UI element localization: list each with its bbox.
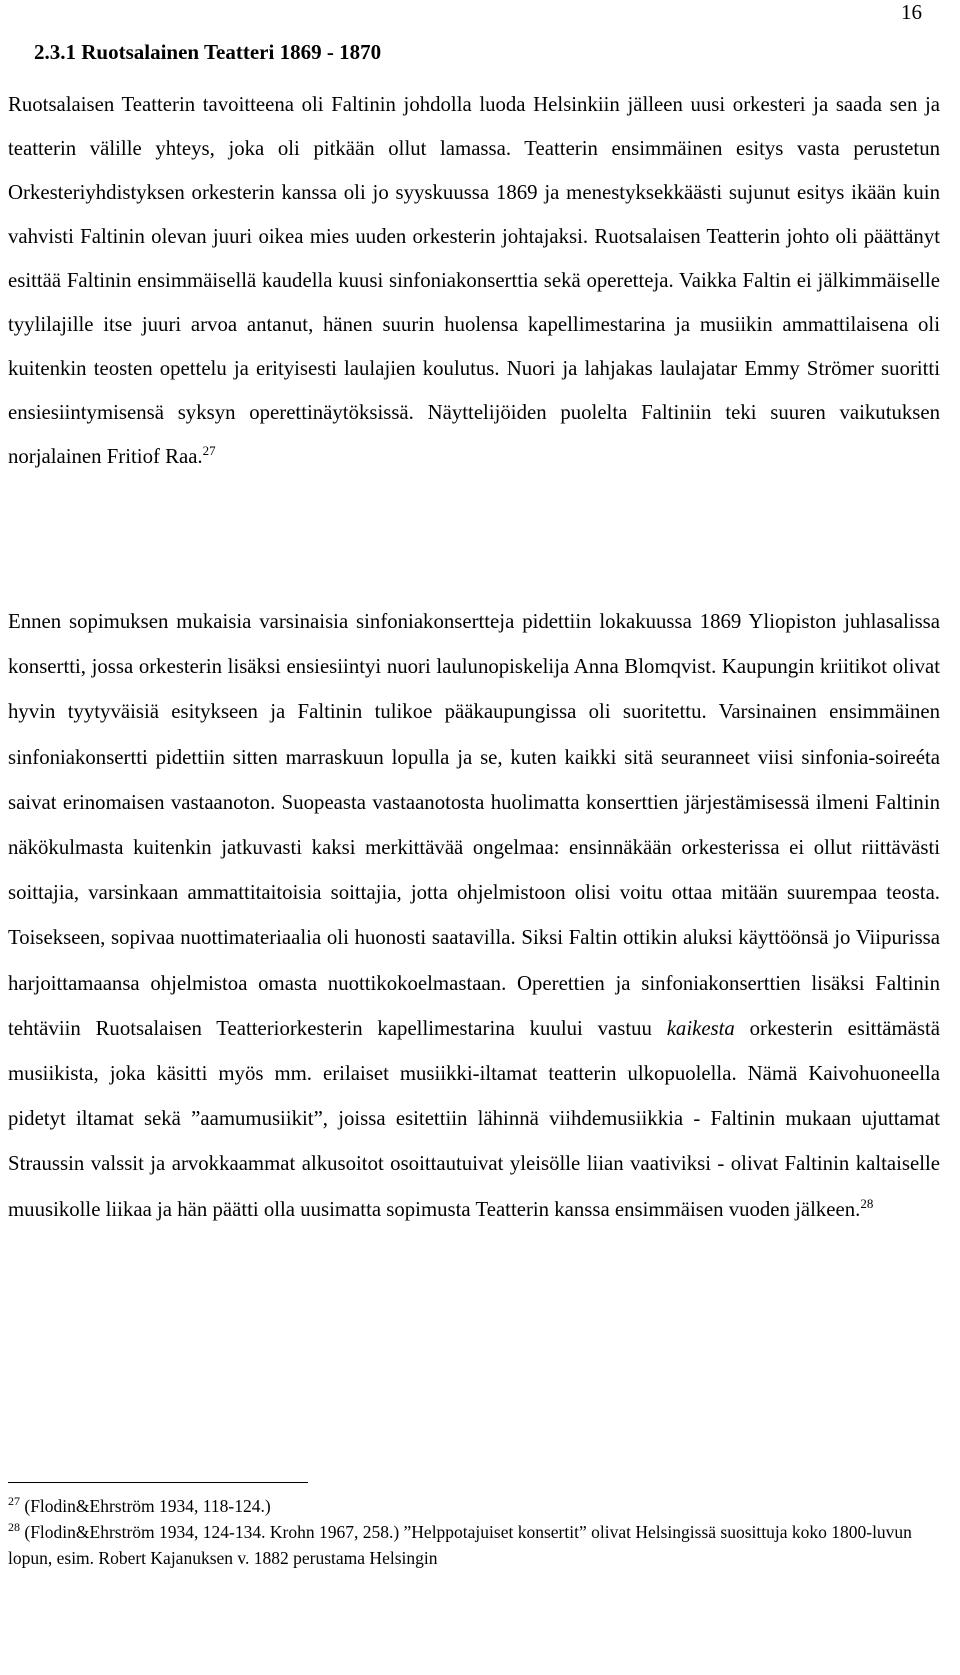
footnote [8, 1519, 948, 1571]
footnote-mark: 28 [8, 1520, 20, 1535]
footnotes [8, 1493, 948, 1571]
emphasized-word: kaikesta [666, 1016, 735, 1040]
body-paragraph [8, 83, 940, 479]
footnote-text: (Flodin&Ehrström 1934, 124-134. Krohn 1967, 258.) ”Helppotajuiset konsertit” olivat Helsingissä suosittuja koko 1800-luvun lopun, esim. Robert Kajanuksen v. 1882 perustama Helsingin [8, 1522, 912, 1568]
body-paragraph [8, 599, 940, 1232]
section-heading: 2.3.1 Ruotsalainen Teatteri 1869 - 1870 [34, 40, 382, 64]
footnote [8, 1493, 948, 1519]
footnote-reference: 28 [860, 1195, 874, 1211]
footnote-text: (Flodin&Ehrström 1934, 118-124.) [24, 1496, 271, 1516]
footnote-reference: 27 [202, 443, 216, 459]
footnote-divider [8, 1482, 308, 1483]
page-number: 16 [901, 0, 922, 24]
footnote-mark: 27 [8, 1494, 20, 1509]
paragraph-text: orkesterin esittämästä musiikista, joka käsitti myös mm. erilaiset musiikki-iltamat teatterin ulkopuolella. Nämä Kaivohuoneella pidetyt iltamat sekä ”aamumusiikit”, joissa esitettiin lähinnä viihdemusiikkia - Faltinin mukaan ujuttamat Straussin valssit ja arvokkaammat alkusoitot osoittautuivat yleisölle liian vaativiksi - olivat Faltinin kaltaiselle muusikolle liikaa ja hän päätti olla uusimatta sopimusta Teatterin kanssa ensimmäisen vuoden jälkeen. [8, 1016, 940, 1221]
paragraph-text: Ennen sopimuksen mukaisia varsinaisia sinfoniakonsertteja pidettiin lokakuussa 1869 Yliopiston juhlasalissa konsertti, jossa orkesterin lisäksi ensiesiintyi nuori laulunopiskelija Anna Blomqvist. Kaupungin kriitikot olivat hyvin tyytyväisiä esitykseen ja Faltinin tulikoe pääkaupungissa oli suoritettu. Varsinainen ensimmäinen sinfoniakonsertti pidettiin sitten marraskuun lopulla ja se, kuten kaikki sitä seuranneet viisi sinfonia-soireéta saivat erinomaisen vastaanoton. Suopeasta vastaanotosta huolimatta konserttien järjestämisessä ilmeni Faltinin näkökulmasta kuitenkin jatkuvasti kaksi merkittävää ongelmaa: ensinnäkään orkesterissa ei ollut riittävästi soittajia, varsinkaan ammattitaitoisia soittajia, jotta ohjelmistoon olisi voitu ottaa mitään suurempaa teosta. Toisekseen, sopivaa nuottimateriaalia oli huonosti saatavilla. Siksi Faltin ottikin aluksi käyttöönsä jo Viipurissa harjoittamaansa ohjelmistoa omasta nuottikokoelmastaan. Operettien ja sinfoniakonserttien lisäksi Faltinin tehtäviin Ruotsalaisen Teatteriorkesterin kapellimestarina kuului vastuu [8, 610, 940, 1040]
paragraph-text: Ruotsalaisen Teatterin tavoitteena oli Faltinin johdolla luoda Helsinkiin jälleen uusi orkesteri ja saada sen ja teatterin välille yhteys, joka oli pitkään ollut lamassa. Teatterin ensimmäinen esitys vasta perustetun Orkesteriyhdistyksen orkesterin kanssa oli jo syyskuussa 1869 ja menestyksekkäästi sujunut esitys ikään kuin vahvisti Faltinin olevan juuri oikea mies uuden orkesterin johtajaksi. Ruotsalaisen Teatterin johto oli päättänyt esittää Faltinin ensimmäisellä kaudella kuusi sinfoniakonserttia sekä operetteja. Vaikka Faltin ei jälkimmäiselle tyylilajille itse juuri arvoa antanut, hänen suurin huolensa kapellimestarina ja musiikin ammattilaisena oli kuitenkin teosten opettelu ja erityisesti laulajien koulutus. Nuori ja lahjakas laulajatar Emmy Strömer suoritti ensiesiintymisensä syksyn operettinäytöksissä. Näyttelijöiden puolelta Faltiniin teki suuren vaikutuksen norjalainen Fritiof Raa. [8, 93, 940, 468]
